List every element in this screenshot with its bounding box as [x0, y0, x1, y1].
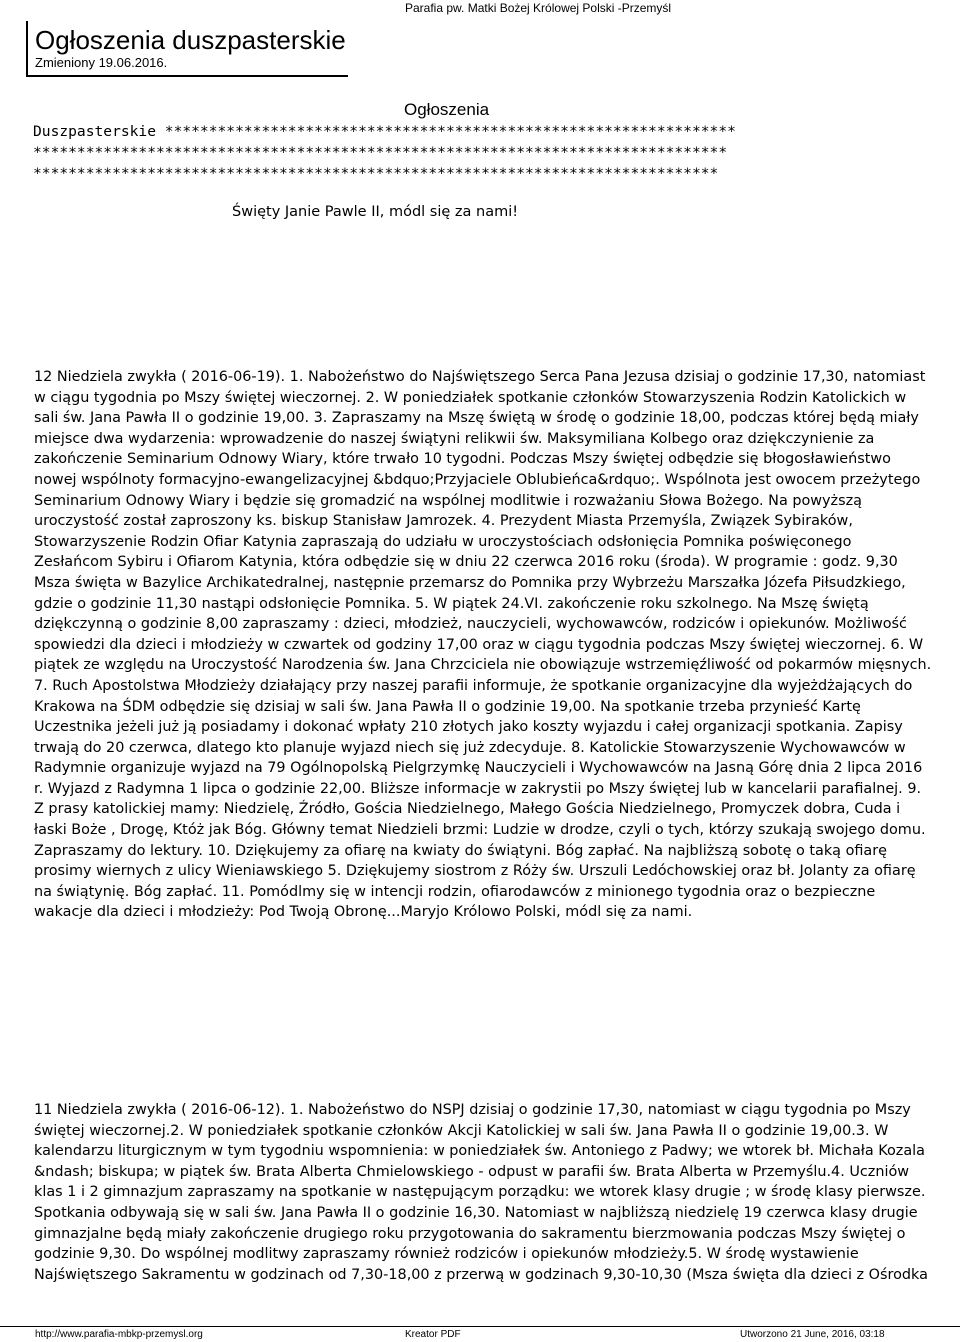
footer-url[interactable]: http://www.parafia-mbkp-przemysl.org [35, 1329, 203, 1340]
announcement-2016-06-12 [34, 1100, 934, 1285]
announcement-2016-06-19 [34, 367, 934, 923]
banner-text [33, 121, 938, 184]
motto: Święty Janie Pawle II, módl się za nami! [232, 204, 519, 220]
page-footer [0, 1326, 960, 1342]
footer-created-date: Utworzono 21 June, 2016, 03:18 [740, 1329, 885, 1340]
banner-line: ******************************************************************************* [33, 144, 728, 161]
announcement-text: 12 Niedziela zwykła ( 2016-06-19). 1. Nabożeństwo do Najświętszego Serca Pana Jezusa dzisiaj o godzinie 17,30, natomiast w ciągu tygodnia po Mszy świętej wieczornej. 2. W poniedziałek spotkanie członków Stowarzyszenia Rodzin Katolickich w sali św. Jana Pawła II o godzinie 19,00. 3. Zapraszamy na Mszę świętą w środę o godzinie 18,00, podczas której będą miały miejsce dwa wydarzenia: wprowadzenie do naszej świątyni relikwii św. Maksymiliana Kolbego oraz dziękczynienie za zakończenie Seminarium Odnowy Wiary, które trwało 10 tygodni. Podczas Mszy świętej odbędzie się błogosławieństwo nowej wspólnoty formacyjno-ewangelizacyjnej &bdquo;Przyjaciele Oblubieńca&rdquo;. Wspólnota jest owocem przeżytego Seminarium Odnowy Wiary i będzie się gromadzić na wspólnej modlitwie i rozważaniu Słowa Bożego. Na powyższą uroczystość został zaproszony ks. biskup Stanisław Jamrozek. 4. Prezydent Miasta Przemyśla, Związek Sybiraków, Stowarzyszenie Rodzin Ofiar Katynia zapraszają do udziału w uroczystościach odsłonięcia Pomnika poświęconego Zesłańcom Sybiru i Ofiarom Katynia, która odbędzie się w dniu 22 czerwca 2016 roku (środa). W programie : godz. 9,30 Msza święta w Bazylice Archikatedralnej, następnie przemarsz do Pomnika przy Wybrzeżu Marszałka Józefa Piłsudzkiego, gdzie o godzinie 11,30 nastąpi odsłonięcie Pomnika. 5. W piątek 24.VI. zakończenie roku szkolnego. Na Mszę świętą dziękczynną o godzinie 8,00 zapraszamy : dzieci, młodzież, nauczycieli, wychowawców, rodziców i opiekunów. Możliwość spowiedzi dla dzieci i młodzieży w czwartek od godziny 17,00 oraz w ciągu tygodnia podczas Mszy świętej wieczornej. 6. W piątek ze względu na Uroczystość Narodzenia św. Jana Chrzciciela nie obowiązuje wstrzemięźliwość od pokarmów mięsnych. 7. Ruch Apostolstwa Młodzieży działający przy naszej parafii informuje, że spotkanie organizacyjne dla wyjeżdżających do Krakowa na ŚDM odbędzie się dzisiaj w sali św. Jana Pawła II o godzinie 19,00. Na spotkanie trzeba przynieść Kartę Uczestnika jeżeli już ją posiadamy i dokonać wpłaty 210 złotych jako koszty wyjazdu i całej organizacji spotkania. Zapisy trwają do 20 czerwca, dlatego kto planuje wyjazd niech się już zdecyduje. 8. Katolickie Stowarzyszenie Wychowawców w Radymnie organizuje wyjazd na 79 Ogólnopolską Pielgrzymkę Nauczycieli i Wychowawców na Jasną Górę dnia 2 lipca 2016 r. Wyjazd z Radymna 1 lipca o godzinie 22,00. Bliższe informacje w zakrystii po Mszy świętej lub w kancelarii parafialnej. 9. Z prasy katolickiej mamy: Niedzielę, Źródło, Gościa Niedzielnego, Małego Gościa Niedzielnego, Promyczek dobra, Cuda i łaski Boże , Drogę, Któż jak Bóg. Główny temat Niedzieli brzmi: Ludzie w drodze, czyli o tych, którzy szukają swojego domu. Zapraszamy do lektury. 10. Dziękujemy za ofiarę na kwiaty do świątyni. Bóg zapłać. Na najbliższą sobotę o taką ofiarę prosimy wiernych z ulicy Wieniawskiego 5. Dziękujemy siostrom z Róży św. Urszuli Ledóchowskiej oraz bł. Jolanty za ofiarę na świątynię. Bóg zapłać. 11. Pomódlmy się w intencji rodzin, ofiarodawców z minionego tygodnia oraz o bezpieczne wakacje dla dzieci i młodzieży: Pod Twoją Obronę...Maryjo Królowo Polski, módl się za nami. [34, 369, 932, 921]
footer-creator: Kreator PDF [405, 1329, 461, 1340]
banner-heading: Ogłoszenia [404, 100, 490, 119]
banner-line: ****************************************************************************** [33, 165, 719, 182]
banner-line: Duszpasterskie ***************************************************************** [33, 123, 736, 140]
page-title: Ogłoszenia duszpasterskie [35, 25, 346, 55]
site-name: Parafia pw. Matki Bożej Królowej Polski -Przemyśl [405, 1, 672, 15]
announcement-text: 11 Niedziela zwykła ( 2016-06-12). 1. Nabożeństwo do NSPJ dzisiaj o godzinie 17,30, natomiast w ciągu tygodnia po Mszy świętej wieczornej.2. W poniedziałek spotkanie członków Akcji Katolickiej w sali św. Jana Pawła II o godzinie 19,00.3. W kalendarzu liturgicznym w tym tygodniu wspomnienia: w poniedziałek św. Antoniego z Padwy; we wtorek bł. Michała Kozala &ndash; biskupa; w piątek św. Brata Alberta Chmielowskiego - odpust w parafii św. Brata Alberta w Przemyślu.4. Uczniów klas 1 i 2 gimnazjum zapraszamy na spotkanie w następującym porządku: we wtorek klasy drugie ; w środę klasy pierwsze. Spotkania odbywają się w sali św. Jana Pawła II o godzinie 16,30. Natomiast w najbliższą niedzielę 19 czerwca klasy drugie gimnazjalne będą miały zakończenie drugiego roku przygotowania do sakramentu bierzmowania podczas Mszy świętej o godzinie 9,30. Do wspólnej modlitwy zapraszamy również rodziców i opiekunów młodzieży.5. W środę wystawienie Najświętszego Sakramentu w godzinach od 7,30-18,00 z przerwą w godzinach 9,30-10,30 (Msza święta dla dzieci z Ośrodka [34, 1102, 928, 1283]
modified-date: Zmieniony 19.06.2016. [35, 55, 168, 70]
title-box [26, 21, 348, 77]
